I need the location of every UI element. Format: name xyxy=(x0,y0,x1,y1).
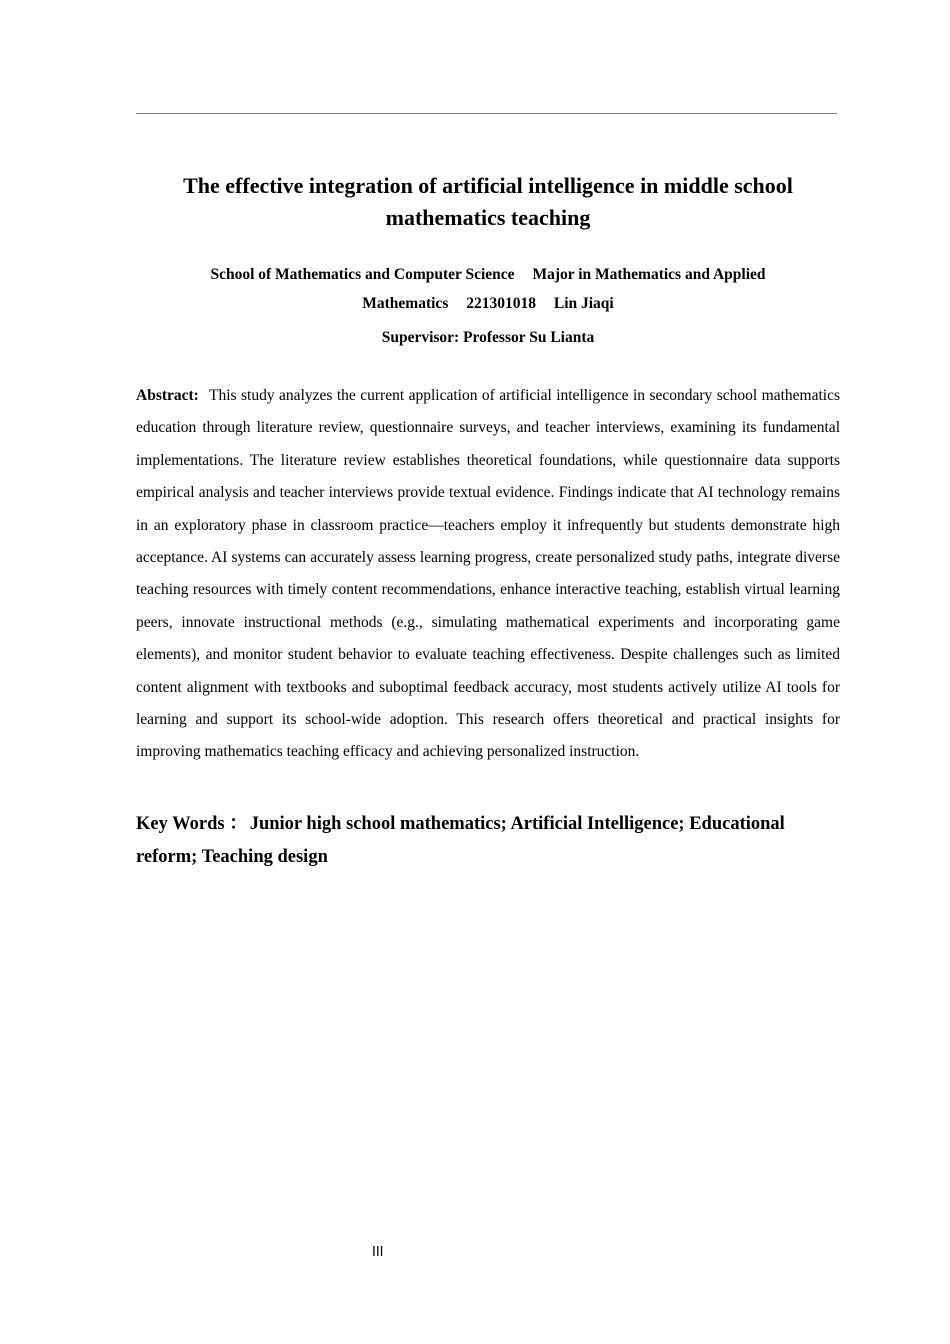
author-affiliation xyxy=(136,260,840,318)
keywords-text: Junior high school mathematics; Artificial Intelligence; Educational reform; Teaching design xyxy=(136,814,785,867)
page-number: III xyxy=(372,1245,384,1260)
abstract-text: This study analyzes the current application of artificial intelligence in secondary school mathematics education through literature review, questionnaire surveys, and teacher interviews, examining its fundamental implementations. The literature review establishes theoretical foundations, while questionnaire data supports empirical analysis and teacher interviews provide textual evidence. Findings indicate that AI technology remains in an exploratory phase in classroom practice—teachers employ it infrequently but students demonstrate high acceptance. AI systems can accurately assess learning progress, create personalized study paths, integrate diverse teaching resources with timely content recommendations, enhance interactive teaching, establish virtual learning peers, innovate instructional methods (e.g., simulating mathematical experiments and incorporating game elements), and monitor student behavior to evaluate teaching effectiveness. Despite challenges such as limited content alignment with textbooks and suboptimal feedback accuracy, most students actively utilize AI tools for learning and support its school-wide adoption. This research offers theoretical and practical insights for improving mathematics teaching efficacy and achieving personalized instruction. xyxy=(136,387,840,761)
student-id: 221301018 xyxy=(466,295,536,312)
school-name: School of Mathematics and Computer Science xyxy=(210,266,515,283)
major-name: Major in Mathematics and Applied xyxy=(532,266,766,283)
abstract-label: Abstract: xyxy=(136,387,199,404)
major-name-continued: Mathematics xyxy=(362,295,449,312)
author-name: Lin Jiaqi xyxy=(553,295,614,312)
header-rule xyxy=(136,113,837,114)
abstract xyxy=(136,380,840,769)
page-title: The effective integration of artificial intelligence in middle school mathematics teaching xyxy=(183,173,793,230)
supervisor: Supervisor: Professor Su Lianta xyxy=(381,329,595,346)
keywords-label: Key Words ： xyxy=(136,814,248,834)
keywords xyxy=(136,808,840,874)
